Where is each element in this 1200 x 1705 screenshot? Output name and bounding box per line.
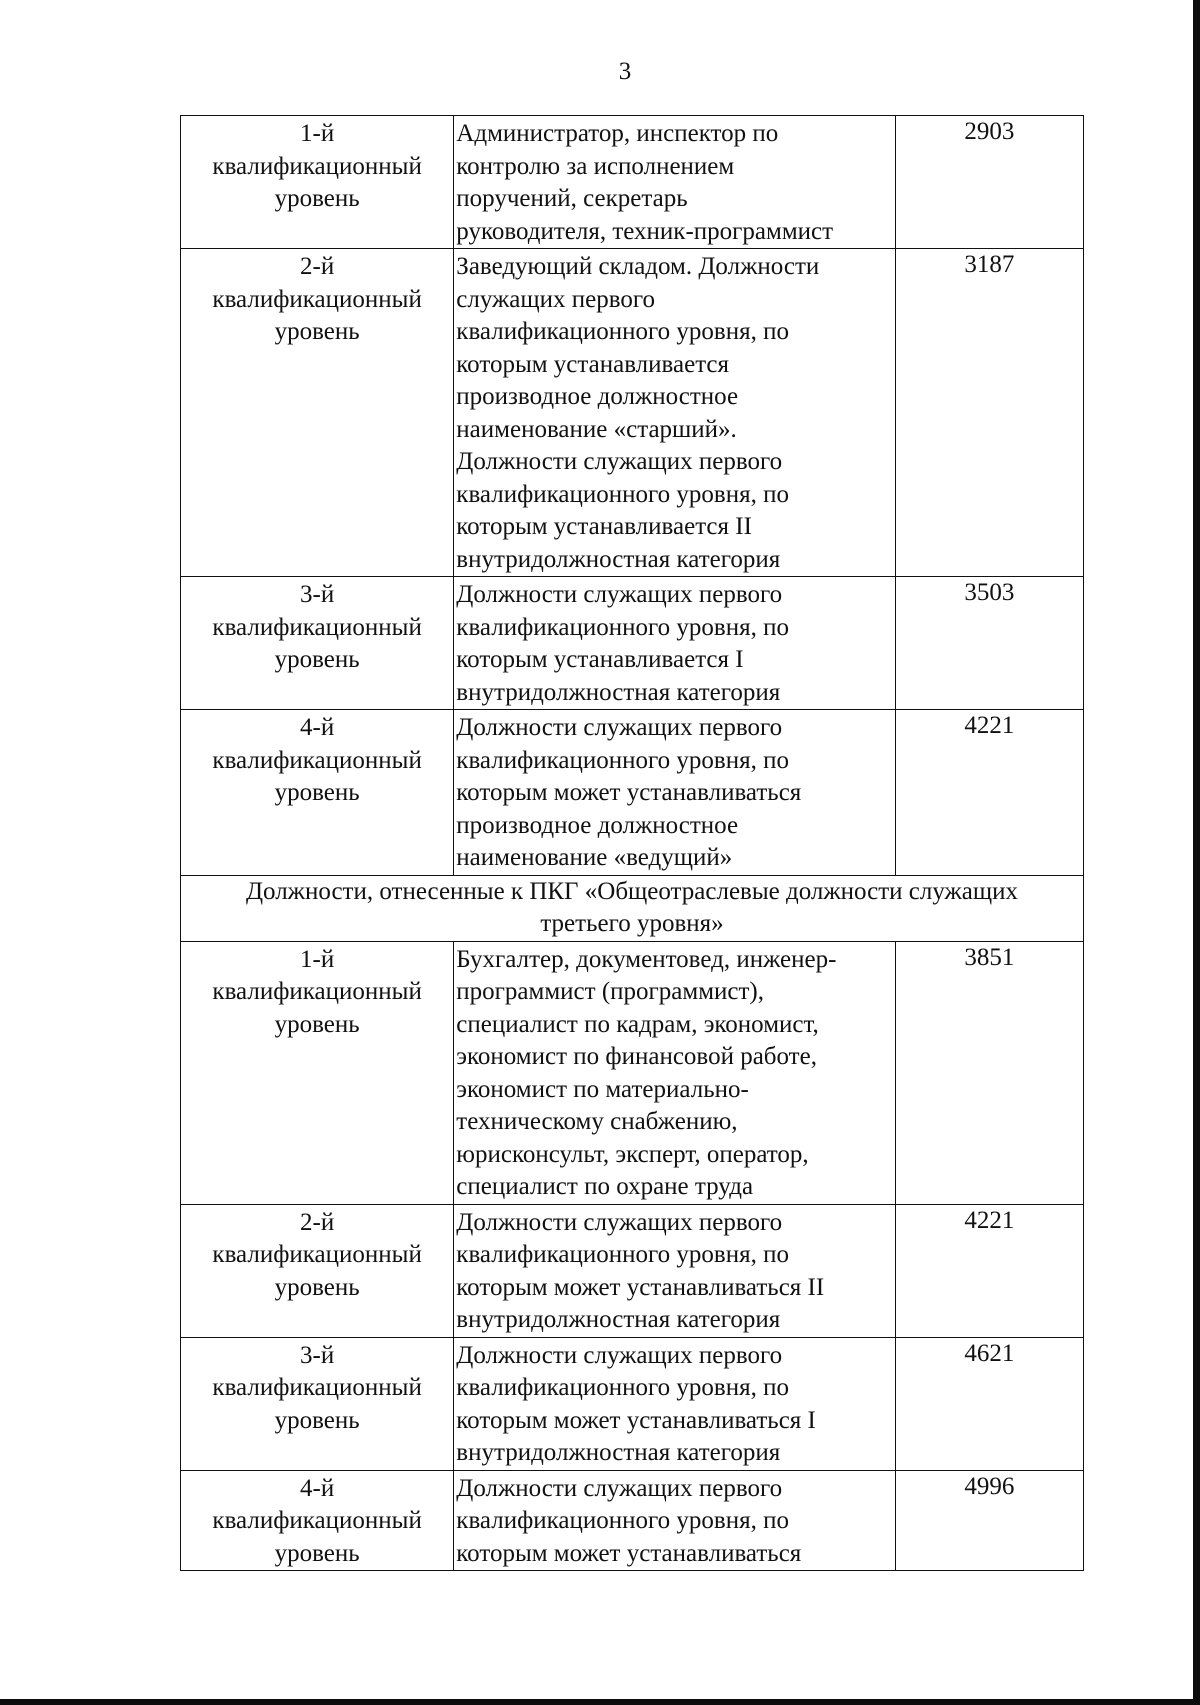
description-line: руководителя, техник-программист xyxy=(456,217,834,245)
description-line: экономист по материально- xyxy=(456,1075,749,1103)
position-description-cell xyxy=(454,1337,895,1470)
scan-border-bottom xyxy=(0,1699,1200,1705)
group-heading-line: Должности, отнесенные к ПКГ «Общеотраслевые должности служащих xyxy=(245,877,1019,905)
group-heading-cell xyxy=(181,875,1084,941)
level-line: квалификационный xyxy=(212,613,422,641)
description-line: Заведующий складом. Должности xyxy=(456,253,820,280)
level-line: 3-й xyxy=(300,581,335,608)
level-line: уровень xyxy=(274,1539,360,1567)
salary-value: 4221 xyxy=(964,1206,1015,1234)
position-description-cell xyxy=(454,710,895,876)
table-row xyxy=(181,249,1084,577)
description-line: производное должностное xyxy=(456,811,739,839)
description-line: которым может устанавливаться II xyxy=(456,1273,825,1301)
position-description-cell xyxy=(454,577,895,710)
level-line: 3-й xyxy=(300,1341,335,1369)
salary-cell xyxy=(895,116,1083,249)
qualification-level-cell xyxy=(181,710,454,876)
description-line: квалификационного уровня, по xyxy=(456,613,789,641)
description-line: производное должностное xyxy=(456,383,739,410)
level-line: уровень xyxy=(274,185,360,212)
description-line: служащих первого xyxy=(456,285,656,313)
salary-cell xyxy=(895,1337,1083,1470)
description-line: Должности служащих первого xyxy=(456,1341,783,1369)
level-line: уровень xyxy=(274,1406,360,1434)
level-line: уровень xyxy=(274,1010,360,1038)
salary-value: 3851 xyxy=(964,943,1015,971)
description-line: техническому снабжению, xyxy=(456,1108,738,1135)
salary-cell xyxy=(895,577,1083,710)
salary-cell xyxy=(895,1204,1083,1337)
level-line: квалификационный xyxy=(212,746,422,774)
description-line: квалификационного уровня, по xyxy=(456,746,789,774)
level-line: уровень xyxy=(274,318,360,345)
qualification-level-cell xyxy=(181,1337,454,1470)
description-line: которым устанавливается xyxy=(456,350,730,378)
description-line: которым может устанавливаться xyxy=(456,779,802,806)
level-line: квалификационный xyxy=(212,285,422,313)
position-description-cell xyxy=(454,941,895,1204)
description-line: Бухгалтер, документовед, инженер- xyxy=(456,945,837,973)
salary-value: 4996 xyxy=(964,1472,1015,1500)
level-line: квалификационный xyxy=(212,152,422,180)
level-line: квалификационный xyxy=(212,978,422,1005)
description-line: Должности служащих первого xyxy=(456,581,783,608)
description-line: специалист по охране труда xyxy=(456,1173,754,1200)
description-line: внутридолжностная категория xyxy=(456,678,781,706)
salary-cell xyxy=(895,249,1083,577)
description-line: юрисконсульт, эксперт, оператор, xyxy=(456,1140,809,1168)
description-line: внутридолжностная категория xyxy=(456,1306,781,1333)
level-line: уровень xyxy=(274,646,360,673)
description-line: внутридолжностная категория xyxy=(456,1439,781,1466)
level-line: 4-й xyxy=(300,714,335,741)
level-line: 2-й xyxy=(300,253,335,280)
level-line: 2-й xyxy=(300,1208,335,1236)
description-line: Должности служащих первого xyxy=(456,448,783,475)
description-line: контролю за исполнением xyxy=(456,152,735,180)
position-description-cell xyxy=(454,1470,895,1571)
description-line: которым может устанавливаться I xyxy=(456,1406,816,1434)
salary-cell xyxy=(895,710,1083,876)
group-heading-line: третьего уровня» xyxy=(540,910,724,937)
table-row xyxy=(181,1337,1084,1470)
description-line: внутридолжностная категория xyxy=(456,545,781,573)
description-line: специалист по кадрам, экономист, xyxy=(456,1010,819,1038)
position-description-cell xyxy=(454,249,895,577)
table-row xyxy=(181,1204,1084,1337)
level-line: 1-й xyxy=(300,120,335,147)
description-line: квалификационного уровня, по xyxy=(456,318,789,345)
level-line: уровень xyxy=(274,1273,360,1301)
table-row xyxy=(181,941,1084,1204)
qualification-level-cell xyxy=(181,941,454,1204)
scan-border-right xyxy=(1193,0,1200,1705)
salary-cell xyxy=(895,941,1083,1204)
qualification-level-cell xyxy=(181,1204,454,1337)
description-line: квалификационного уровня, по xyxy=(456,1374,789,1401)
salary-value: 2903 xyxy=(964,118,1015,145)
description-line: наименование «ведущий» xyxy=(456,844,733,871)
group-heading-row xyxy=(181,875,1084,941)
qualification-level-cell xyxy=(181,116,454,249)
description-line: квалификационного уровня, по xyxy=(456,480,789,508)
level-line: квалификационный xyxy=(212,1507,422,1534)
level-line: 1-й xyxy=(300,945,335,973)
level-line: 4-й xyxy=(300,1474,335,1502)
table-row xyxy=(181,577,1084,710)
salary-value: 3503 xyxy=(964,579,1015,606)
position-description-cell xyxy=(454,1204,895,1337)
level-line: уровень xyxy=(274,779,360,806)
qualification-level-cell xyxy=(181,249,454,577)
description-line: экономист по финансовой работе, xyxy=(456,1043,817,1070)
description-line: квалификационного уровня, по xyxy=(456,1507,789,1534)
table-row xyxy=(181,710,1084,876)
description-line: Администратор, инспектор по xyxy=(456,120,779,147)
position-description-cell xyxy=(454,116,895,249)
salary-value: 4221 xyxy=(964,712,1015,739)
qualification-salary-table xyxy=(180,115,1084,1571)
description-line: которым устанавливается I xyxy=(456,646,744,673)
description-line: которым может устанавливаться xyxy=(456,1539,802,1567)
description-line: Должности служащих первого xyxy=(456,1474,783,1502)
level-line: квалификационный xyxy=(212,1374,422,1401)
qualification-level-cell xyxy=(181,577,454,710)
description-line: наименование «старший». xyxy=(456,415,737,443)
salary-value: 3187 xyxy=(964,251,1015,278)
table-row xyxy=(181,1470,1084,1571)
description-line: Должности служащих первого xyxy=(456,714,783,741)
description-line: квалификационного уровня, по xyxy=(456,1241,789,1268)
page-number: 3 xyxy=(618,58,632,85)
salary-cell xyxy=(895,1470,1083,1571)
description-line: поручений, секретарь xyxy=(456,185,688,212)
salary-value: 4621 xyxy=(964,1339,1015,1367)
qualification-level-cell xyxy=(181,1470,454,1571)
description-line: Должности служащих первого xyxy=(456,1208,783,1236)
level-line: квалификационный xyxy=(212,1241,422,1268)
description-line: программист (программист), xyxy=(456,978,764,1005)
table-row xyxy=(181,116,1084,249)
description-line: которым устанавливается II xyxy=(456,513,752,540)
